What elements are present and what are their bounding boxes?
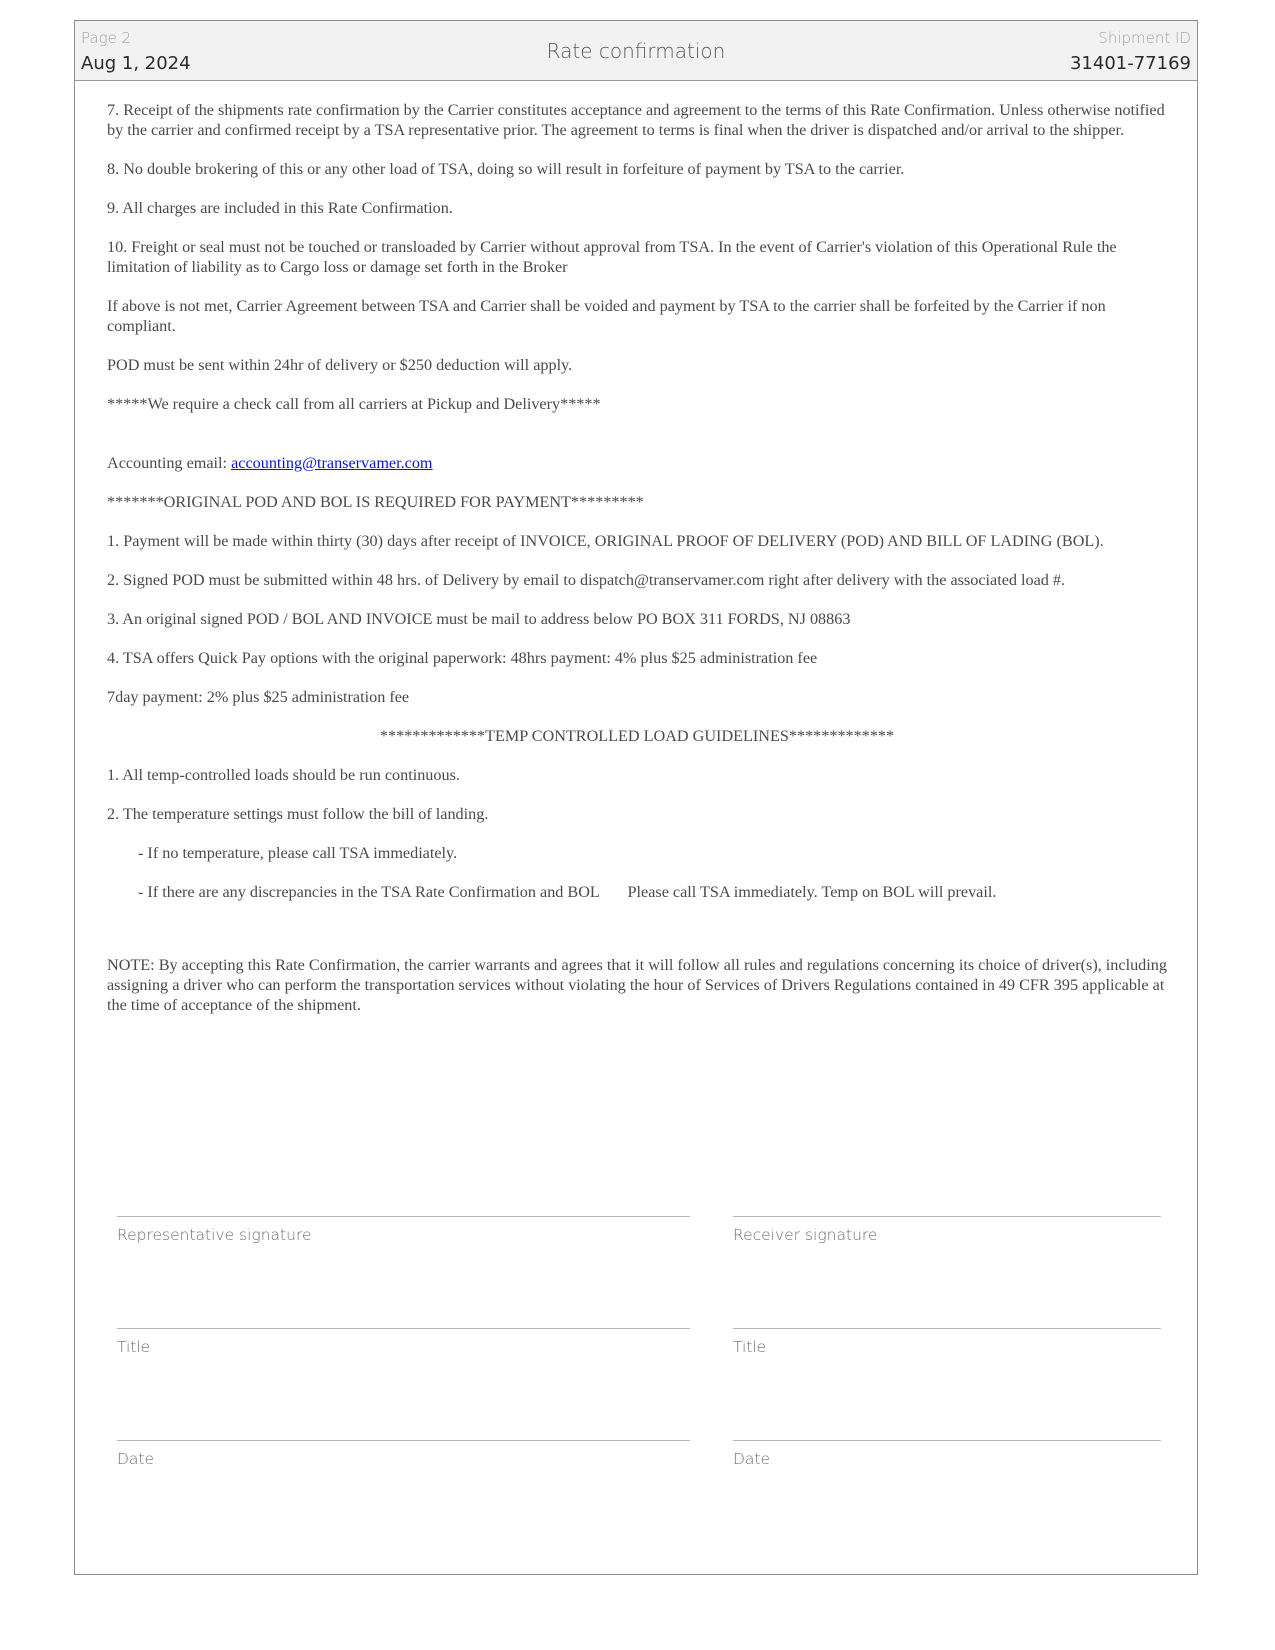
payment-term-1: 1. Payment will be made within thirty (30) days after receipt of INVOICE, ORIGINAL PROOF OF DELIVERY (POD) AND BILL OF LADING (BOL).	[107, 532, 1104, 550]
document-date: Aug 1, 2024	[81, 53, 191, 74]
receiver-signature-field[interactable]	[733, 1216, 1161, 1244]
page-header	[75, 21, 1197, 81]
rep-signature-field[interactable]	[117, 1216, 690, 1244]
term-10: 10. Freight or seal must not be touched or transloaded by Carrier without approval from TSA. In the event of Carrier's violation of this Operational Rule the limitation of liability as to Cargo loss or damage set forth in the Broker	[107, 238, 1117, 276]
check-call-text: *****We require a check call from all carriers at Pickup and Delivery*****	[107, 395, 601, 413]
term-7: 7. Receipt of the shipments rate confirmation by the Carrier constitutes acceptance and agreement to the terms of this Rate Confirmation. Unless otherwise notified by the carrier and confirmed receipt by a TSA representative prior. The agreement to terms is final when the driver is dispatched and/or arrival to the shipper.	[107, 101, 1165, 139]
payment-term-3: 3. An original signed POD / BOL AND INVOICE must be mail to address below PO BOX 311 FORDS, NJ 08863	[107, 610, 851, 628]
rep-signature-label: Representative signature	[117, 1226, 312, 1244]
receiver-signature-label: Receiver signature	[733, 1226, 878, 1244]
noncompliance-text: If above is not met, Carrier Agreement between TSA and Carrier shall be voided and payment by TSA to the carrier shall be forfeited by the Carrier if non compliant.	[107, 297, 1106, 335]
temp-guidelines-heading: *************TEMP CONTROLLED LOAD GUIDELINES*************	[379, 727, 895, 745]
term-9: 9. All charges are included in this Rate Confirmation.	[107, 199, 453, 217]
receiver-date-field[interactable]	[733, 1440, 1161, 1468]
rep-date-field[interactable]	[117, 1440, 690, 1468]
term-8: 8. No double brokering of this or any other load of TSA, doing so will result in forfeiture of payment by TSA to the carrier.	[107, 160, 905, 178]
accounting-email-label: Accounting email:	[107, 454, 232, 472]
rep-title-label: Title	[117, 1338, 151, 1356]
temp-guideline-1: 1. All temp-controlled loads should be run continuous.	[107, 766, 460, 784]
page-number-label: Page 2	[81, 29, 132, 47]
accounting-email-line	[107, 453, 1167, 473]
payment-term-2: 2. Signed POD must be submitted within 48 hrs. of Delivery by email to dispatch@transervamer.com right after delivery with the associated load #.	[107, 571, 1066, 589]
temp-guideline-2b: - If there are any discrepancies in the TSA Rate Confirmation and BOL Please call TSA immediately. Temp on BOL will prevail.	[138, 883, 997, 901]
payment-7day: 7day payment: 2% plus $25 administration fee	[107, 688, 410, 706]
terms-body	[107, 100, 1167, 1034]
original-pod-heading: *******ORIGINAL POD AND BOL IS REQUIRED FOR PAYMENT*********	[107, 493, 644, 511]
receiver-date-label: Date	[733, 1450, 771, 1468]
rep-title-field[interactable]	[117, 1328, 690, 1356]
temp-guideline-2: 2. The temperature settings must follow the bill of landing.	[107, 805, 489, 823]
shipment-id-value: 31401-77169	[1069, 53, 1191, 74]
rep-date-label: Date	[117, 1450, 155, 1468]
accounting-email-link[interactable]: accounting@transervamer.com	[231, 454, 433, 472]
temp-guideline-2a: - If no temperature, please call TSA immediately.	[138, 844, 458, 862]
pod-deadline-text: POD must be sent within 24hr of delivery or $250 deduction will apply.	[107, 356, 573, 374]
shipment-id-label: Shipment ID	[1098, 29, 1191, 47]
receiver-title-field[interactable]	[733, 1328, 1161, 1356]
note-text: NOTE: By accepting this Rate Confirmation, the carrier warrants and agrees that it will follow all rules and regulations concerning its choice of driver(s), including assigning a driver who can perform the transportation services without violating the hour of Services of Drivers Regulations contained in 49 CFR 395 applicable at the time of acceptance of the shipment.	[107, 956, 1167, 1014]
page-title: Rate confirmation	[546, 39, 726, 63]
receiver-title-label: Title	[733, 1338, 767, 1356]
payment-term-4: 4. TSA offers Quick Pay options with the original paperwork: 48hrs payment: 4% plus $25 administration fee	[107, 649, 818, 667]
